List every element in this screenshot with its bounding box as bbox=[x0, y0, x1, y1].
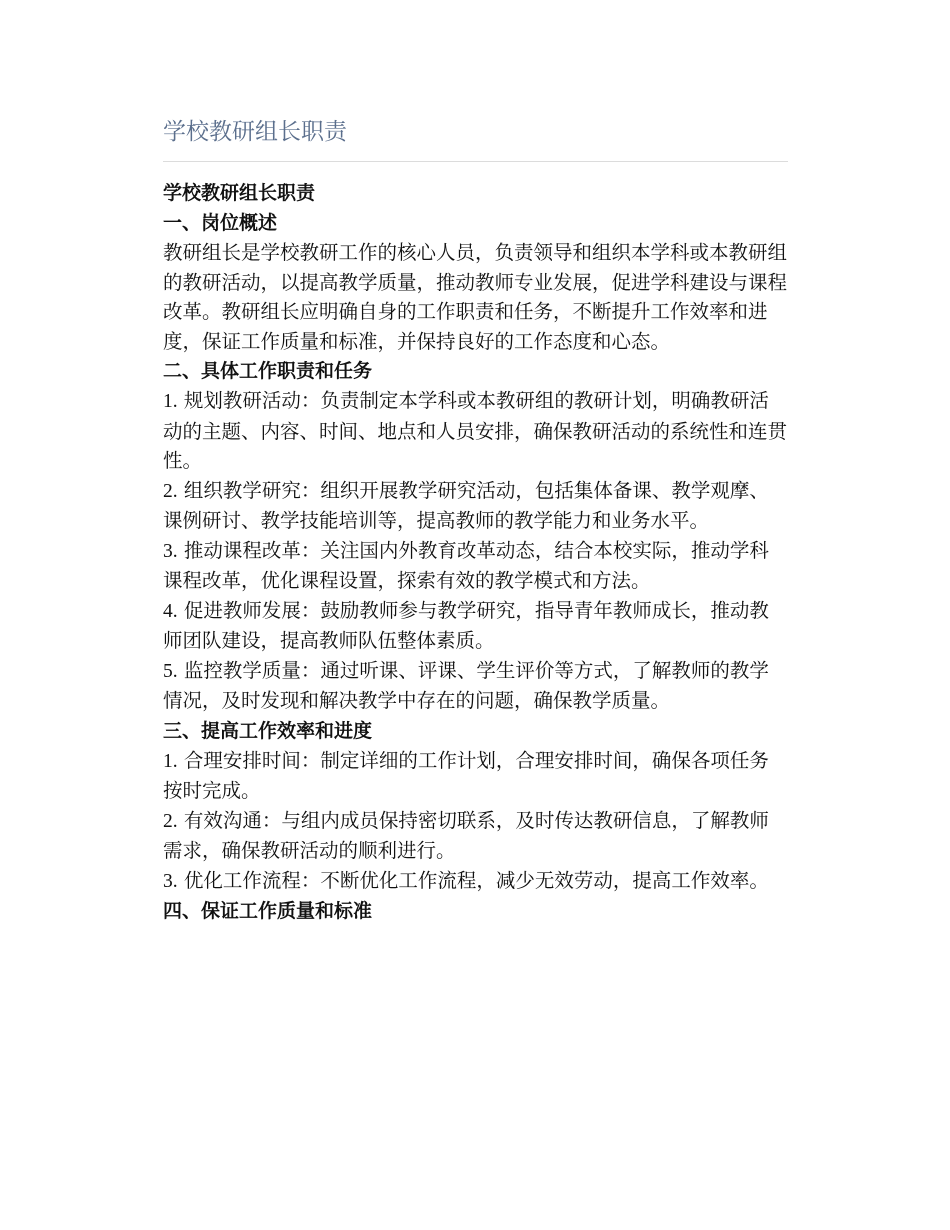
list-item-number: 3. bbox=[163, 870, 178, 892]
list-item-number: 3. bbox=[163, 540, 178, 562]
list-item-number: 1. bbox=[163, 750, 178, 772]
list-item-text: 规划教研活动：负责制定本学科或本教研组的教研计划，明确教研活动的主题、内容、时间、地点和人员安排，确保教研活动的系统性和连贯性。 bbox=[163, 389, 788, 472]
body-title: 学校教研组长职责 bbox=[163, 182, 316, 204]
document-title: 学校教研组长职责 bbox=[163, 119, 347, 145]
list-item-number: 1. bbox=[163, 391, 178, 412]
section-heading-4: 四、保证工作质量和标准 bbox=[163, 900, 373, 922]
list-item-text: 推动课程改革：关注国内外教育改革动态，结合本校实际，推动学科课程改革，优化课程设置，探索有效的教学模式和方法。 bbox=[163, 538, 769, 592]
list-item-text: 监控教学质量：通过听课、评课、学生评价等方式，了解教师的教学情况，及时发现和解决教学中存在的问题，确保教学质量。 bbox=[163, 658, 769, 712]
document-page bbox=[163, 112, 788, 926]
list-item-text: 有效沟通：与组内成员保持密切联系，及时传达教研信息，了解教师需求，确保教研活动的顺利进行。 bbox=[163, 808, 769, 862]
list-item-number: 5. bbox=[163, 660, 178, 682]
section-heading-3: 三、提高工作效率和进度 bbox=[163, 719, 373, 742]
list-item bbox=[163, 536, 788, 596]
section-heading-2: 二、具体工作职责和任务 bbox=[163, 360, 373, 382]
list-item bbox=[163, 656, 788, 716]
list-item-text: 组织教学研究：组织开展教学研究活动，包括集体备课、教学观摩、课例研讨、教学技能培训等，提高教师的教学能力和业务水平。 bbox=[163, 478, 769, 532]
list-item-number: 2. bbox=[163, 810, 178, 832]
list-item bbox=[163, 806, 788, 866]
list-item-number: 2. bbox=[163, 480, 178, 502]
list-item bbox=[163, 386, 788, 476]
list-item bbox=[163, 596, 788, 656]
list-item bbox=[163, 866, 788, 897]
title-divider bbox=[163, 161, 788, 162]
list-item bbox=[163, 476, 788, 536]
list-item bbox=[163, 746, 788, 806]
list-item-text: 优化工作流程：不断优化工作流程，减少无效劳动，提高工作效率。 bbox=[177, 868, 769, 892]
section-1-paragraph: 教研组长是学校教研工作的核心人员，负责领导和组织本学科或本教研组的教研活动，以提高教学质量，推动教师专业发展，促进学科建设与课程改革。教研组长应明确自身的工作职责和任务，不断提升工作效率和进度，保证工作质量和标准，并保持良好的工作态度和心态。 bbox=[163, 241, 788, 353]
list-item-text: 合理安排时间：制定详细的工作计划，合理安排时间，确保各项任务按时完成。 bbox=[163, 748, 769, 802]
section-heading-1: 一、岗位概述 bbox=[163, 212, 278, 234]
list-item-text: 促进教师发展：鼓励教师参与教学研究，指导青年教师成长，推动教师团队建设，提高教师队伍整体素质。 bbox=[163, 598, 769, 652]
list-item-number: 4. bbox=[163, 600, 178, 622]
